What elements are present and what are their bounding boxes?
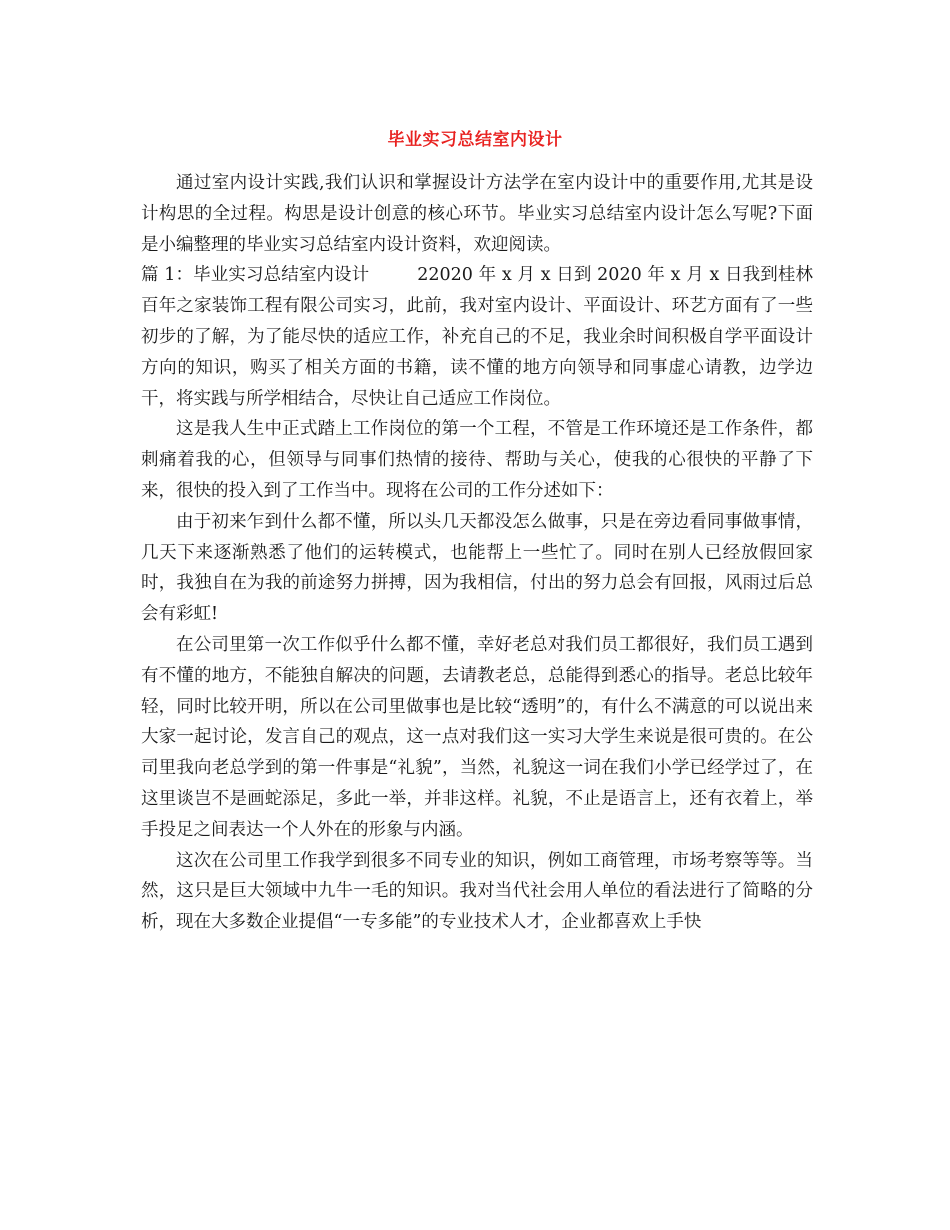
article-paragraph [141,260,813,414]
intro-paragraph: 通过室内设计实践,我们认识和掌握设计方法学在室内设计中的重要作用,尤其是设计构思的全过程。构思是设计创意的核心环节。毕业实习总结室内设计怎么写呢?下面是小编整理的毕业实习总结室内设计资料，欢迎阅读。 [141,173,813,255]
body-paragraph-2: 由于初来乍到什么都不懂，所以头几天都没怎么做事，只是在旁边看同事做事情，几天下来逐渐熟悉了他们的运转模式，也能帮上一些忙了。同时在别人已经放假回家时，我独自在为我的前途努力拼搏，因为我相信，付出的努力总会有回报，风雨过后总会有彩虹! [141,511,813,625]
document-title: 毕业实习总结室内设计 [387,130,563,150]
document-body [141,168,813,938]
article-first-text: 22020 年 x 月 x 日到 2020 年 x 月 x 日我到桂林百年之家装饰工程有限公司实习，此前，我对室内设计、平面设计、环艺方面有了一些初步的了解，为了能尽快的适应工作，补充自己的不足，我业余时间积极自学平面设计方向的知识，购买了相关方面的书籍，读不懂的地方向领导和同事虚心请教，边学边干，将实践与所学相结合，尽快让自己适应工作岗位。 [141,265,813,409]
body-paragraph-1: 这是我人生中正式踏上工作岗位的第一个工程，不管是工作环境还是工作条件，都刺痛着我的心，但领导与同事们热情的接待、帮助与关心，使我的心很快的平静了下来，很快的投入到了工作当中。现将在公司的工作分述如下： [141,419,813,501]
body-paragraph-3: 在公司里第一次工作似乎什么都不懂，幸好老总对我们员工都很好，我们员工遇到有不懂的地方，不能独自解决的问题，去请教老总，总能得到悉心的指导。老总比较年轻，同时比较开明，所以在公司里做事也是比较“透明”的，有什么不满意的可以说出来大家一起讨论，发言自己的观点，这一点对我们这一实习大学生来说是很可贵的。在公司里我向老总学到的第一件事是“礼貌”，当然，礼貌这一词在我们小学已经学过了，在这里谈岂不是画蛇添足，多此一举，并非这样。礼貌，不止是语言上，还有衣着上，举手投足之间表达一个人外在的形象与内涵。 [141,634,813,840]
body-paragraph-4: 这次在公司里工作我学到很多不同专业的知识，例如工商管理，市场考察等等。当然，这只是巨大领域中九牛一毛的知识。我对当代社会用人单位的看法进行了简略的分析，现在大多数企业提倡“一专多能”的专业技术人才，企业都喜欢上手快 [141,850,813,933]
article-label: 篇 1：毕业实习总结室内设计 [141,265,370,286]
